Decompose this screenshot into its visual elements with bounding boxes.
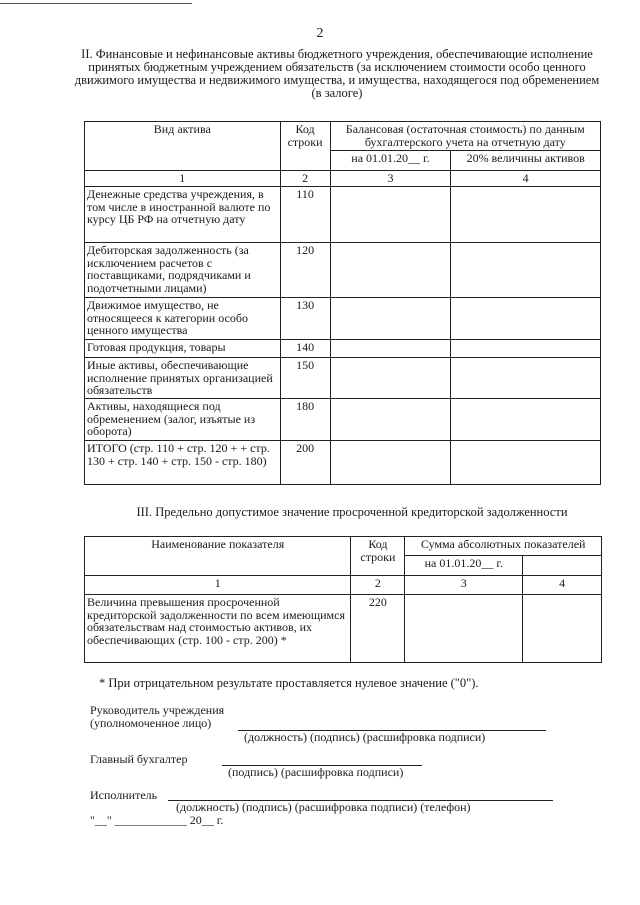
head-label-line-1: Руководитель учреждения bbox=[90, 703, 225, 717]
row-code: 140 bbox=[280, 340, 330, 358]
header-balance-value: Балансовая (остаточная стоимость) по данным бухгалтерского учета на отчетную дату bbox=[330, 122, 600, 151]
table-header-row bbox=[85, 537, 602, 556]
table-header-row bbox=[85, 122, 601, 151]
row-name: Активы, находящиеся под обременением (залог, изъятые из оборота) bbox=[85, 399, 281, 441]
column-numbers-row bbox=[85, 576, 602, 595]
accountant-label: Главный бухгалтер bbox=[90, 752, 188, 766]
assets-table bbox=[84, 121, 601, 485]
table-row bbox=[85, 595, 602, 663]
table-row bbox=[85, 358, 601, 399]
row-code: 130 bbox=[280, 298, 330, 340]
row-code: 220 bbox=[351, 595, 405, 663]
page-number: 2 bbox=[316, 26, 324, 41]
value-cell bbox=[451, 441, 601, 485]
column-number: 3 bbox=[405, 576, 523, 595]
row-name: Величина превышения просроченной кредиторской задолженности по всем имеющимся обязательствам над стоимостью активов, их обеспечивающих (стр. 100 - стр. 200) * bbox=[85, 595, 351, 663]
date-line: "__" ____________ 20__ г. bbox=[90, 813, 224, 827]
row-code: 150 bbox=[280, 358, 330, 399]
value-cell bbox=[330, 243, 451, 298]
column-number: 1 bbox=[85, 171, 281, 187]
executor-label: Исполнитель bbox=[90, 788, 158, 802]
value-cell bbox=[451, 187, 601, 243]
table-row bbox=[85, 340, 601, 358]
column-number: 2 bbox=[351, 576, 405, 595]
table-row bbox=[85, 399, 601, 441]
row-name: Денежные средства учреждения, в том числе в иностранной валюте по курсу ЦБ РФ на отчетную дату bbox=[85, 187, 281, 243]
value-cell bbox=[330, 441, 451, 485]
column-number: 4 bbox=[451, 171, 601, 187]
row-code: 120 bbox=[280, 243, 330, 298]
value-cell bbox=[451, 298, 601, 340]
header-20-percent: 20% величины активов bbox=[451, 151, 601, 171]
table-row bbox=[85, 243, 601, 298]
value-cell bbox=[451, 340, 601, 358]
section-2-title: II. Финансовые и нефинансовые активы бюджетного учреждения, обеспечивающие исполнение принятых бюджетным учреждением обязательств (за исключением стоимости особо ценного движимого имущества и недвижимого имущества, и имущества, находящегося под обременением (в залоге) bbox=[74, 47, 600, 100]
header-indicator-name: Наименование показателя bbox=[85, 537, 351, 576]
row-name: Движимое имущество, не относящееся к категории особо ценного имущества bbox=[85, 298, 281, 340]
table-row bbox=[85, 298, 601, 340]
column-number: 2 bbox=[280, 171, 330, 187]
row-name: Готовая продукция, товары bbox=[85, 340, 281, 358]
row-name: Дебиторская задолженность (за исключением расчетов с поставщиками, подрядчиками и подотчетными лицами) bbox=[85, 243, 281, 298]
accountant-captions: (подпись) (расшифровка подписи) bbox=[228, 765, 404, 779]
value-cell bbox=[451, 243, 601, 298]
header-asset-type: Вид актива bbox=[85, 122, 281, 171]
row-code: 180 bbox=[280, 399, 330, 441]
payables-table bbox=[84, 536, 602, 663]
value-cell bbox=[523, 595, 602, 663]
header-line-code: Код строки bbox=[280, 122, 330, 171]
head-captions: (должность) (подпись) (расшифровка подписи) bbox=[244, 730, 486, 744]
table-row bbox=[85, 187, 601, 243]
value-cell bbox=[330, 399, 451, 441]
header-absolute-sum: Сумма абсолютных показателей bbox=[405, 537, 602, 556]
executor-captions: (должность) (подпись) (расшифровка подписи) (телефон) bbox=[176, 800, 471, 814]
head-label-line-2: (уполномоченное лицо) bbox=[90, 716, 212, 730]
header-date: на 01.01.20__ г. bbox=[330, 151, 451, 171]
table-row-total bbox=[85, 441, 601, 485]
header-line-code: Код строки bbox=[351, 537, 405, 576]
header-date: на 01.01.20__ г. bbox=[405, 556, 523, 576]
row-code: 200 bbox=[280, 441, 330, 485]
column-number: 4 bbox=[523, 576, 602, 595]
value-cell bbox=[330, 340, 451, 358]
value-cell bbox=[451, 399, 601, 441]
footnote: * При отрицательном результате проставляется нулевое значение ("0"). bbox=[99, 676, 479, 690]
column-numbers-row bbox=[85, 171, 601, 187]
value-cell bbox=[330, 187, 451, 243]
column-number: 1 bbox=[85, 576, 351, 595]
header-empty bbox=[523, 556, 602, 576]
column-number: 3 bbox=[330, 171, 451, 187]
row-name: Иные активы, обеспечивающие исполнение принятых организацией обязательств bbox=[85, 358, 281, 399]
value-cell bbox=[451, 358, 601, 399]
value-cell bbox=[330, 358, 451, 399]
row-code: 110 bbox=[280, 187, 330, 243]
value-cell bbox=[330, 298, 451, 340]
row-name: ИТОГО (стр. 110 + стр. 120 + + стр. 130 + стр. 140 + стр. 150 - стр. 180) bbox=[85, 441, 281, 485]
value-cell bbox=[405, 595, 523, 663]
top-rule bbox=[0, 3, 192, 4]
section-3-title: III. Предельно допустимое значение просроченной кредиторской задолженности bbox=[136, 505, 568, 519]
